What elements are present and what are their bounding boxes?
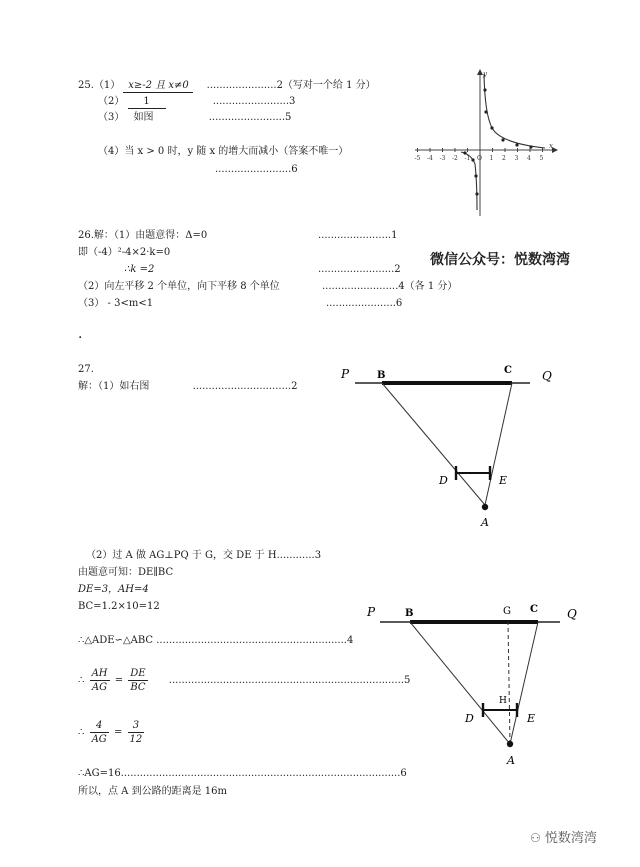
q25-answer-2: 1 bbox=[128, 96, 166, 109]
q26-line5: （3） - 3<m<1 bbox=[78, 298, 154, 309]
q27-line6: ∴△ADE∽△ABC ............................................................4 bbox=[78, 635, 354, 646]
q26-line1: 26.解：（1）由题意得：Δ=0 bbox=[78, 230, 208, 241]
fig2-line-ca bbox=[510, 622, 538, 744]
watermark-bottom: ⚇ 悦数湾湾 bbox=[530, 831, 597, 846]
graph-x-axis-label: x bbox=[549, 142, 553, 150]
q25-line4: （4）当 x > 0 时，y 随 x 的增大而减小（答案不唯一） bbox=[98, 146, 349, 157]
q27-line3: 由题意可知：DE∥BC bbox=[78, 567, 174, 578]
fig2-label-a: A bbox=[507, 754, 515, 767]
fig1-label-q: Q bbox=[542, 369, 552, 383]
q27-line10: 所以，点 A 到公路的距离是 16m bbox=[78, 786, 227, 797]
q26-line3: ∴k =2 bbox=[124, 264, 155, 275]
stray-dot: · bbox=[78, 330, 83, 346]
fig2-label-p: P bbox=[367, 605, 376, 619]
fraction-de-bc: $\frac{DE}{BC}$ bbox=[130, 668, 146, 693]
fig2-label-e: E bbox=[527, 712, 536, 725]
fraction-4-ag: $\frac{4}{AG}$ bbox=[91, 720, 107, 745]
graph-x-tick-label: 5 bbox=[539, 155, 544, 162]
graph-x-tick-label: -3 bbox=[439, 155, 446, 162]
fig1-label-b: B bbox=[377, 370, 386, 381]
q26-line5-dots: ......................6 bbox=[326, 298, 403, 309]
fig1-point-a bbox=[482, 504, 488, 510]
q27-line7: ∴ $\frac{AH}{AG}$ = $\frac{DE}{BC}$ ..........................................................................5 bbox=[78, 668, 411, 693]
q26-line4-dots: ........................4（各 1 分） bbox=[322, 281, 458, 292]
q27-line9: ∴AG=16........................................................................................6 bbox=[78, 768, 407, 779]
fig2-label-q: Q bbox=[567, 607, 577, 621]
fig2-line-ba bbox=[410, 622, 510, 744]
fig1-label-e: E bbox=[499, 474, 508, 487]
graph-points bbox=[463, 88, 532, 195]
q25-line2: （2） 1 ........................3 bbox=[98, 96, 296, 107]
graph-x-tick-label: -5 bbox=[414, 155, 421, 162]
q25-line3: （3） 如图 ........................5 bbox=[98, 112, 292, 123]
graph-curve-positive bbox=[484, 74, 545, 148]
q26-line2: 即（-4）²-4×2·k=0 bbox=[78, 247, 171, 258]
figure-1 bbox=[335, 360, 565, 530]
q27-line1: 解：（1）如右图 ...............................2 bbox=[78, 381, 298, 392]
graph-x-tick-label: O bbox=[477, 155, 482, 162]
fig2-label-g: G bbox=[503, 606, 511, 617]
q26-line4: （2）向左平移 2 个单位，向下平移 8 个单位 bbox=[78, 281, 280, 292]
fig2-line-ag bbox=[508, 622, 510, 744]
graph-x-tick-label: 1 bbox=[489, 155, 494, 162]
fig2-label-b: B bbox=[405, 608, 414, 619]
graph-x-tick-label: 3 bbox=[514, 155, 519, 162]
q25-answer-1: x≥-2 且 x≠0 bbox=[123, 80, 193, 93]
q26-line3-dots: ........................2 bbox=[318, 264, 401, 275]
q27-line5: BC=1.2×10=12 bbox=[78, 601, 160, 612]
figure-2 bbox=[355, 598, 585, 778]
graph-x-tick-label: -4 bbox=[427, 155, 433, 162]
q26-line1-dots: .......................1 bbox=[318, 230, 398, 241]
fig1-label-a: A bbox=[481, 516, 489, 529]
q27-number: 27. bbox=[78, 364, 94, 375]
graph-x-tick-label: -2 bbox=[452, 155, 458, 162]
fraction-3-12: $\frac{3}{12}$ bbox=[129, 720, 143, 745]
watermark-wechat: 微信公众号：悦数湾湾 bbox=[430, 252, 570, 268]
fig1-label-d: D bbox=[439, 474, 448, 487]
graph-x-tick-label: -1 bbox=[464, 155, 471, 162]
q25-line1: 25.（1） x≥-2 且 x≠0 ......................2（写对一个给 1 分） bbox=[78, 80, 376, 91]
q27-line4: DE=3，AH=4 bbox=[78, 584, 149, 595]
fig2-label-h: H bbox=[499, 696, 507, 706]
fraction-ah-ag: $\frac{AH}{AG}$ bbox=[91, 668, 108, 693]
q27-line8: ∴ $\frac{4}{AG}$ = $\frac{3}{12}$ bbox=[78, 720, 143, 745]
wechat-logo-icon: ⚇ bbox=[530, 831, 541, 845]
fig1-line-ba bbox=[382, 383, 485, 505]
fig2-point-a bbox=[507, 741, 513, 747]
graph-x-tick-label: 2 bbox=[502, 155, 506, 162]
reciprocal-graph bbox=[405, 64, 565, 224]
graph-y-axis-label: y bbox=[483, 70, 487, 78]
fig1-label-c: C bbox=[504, 365, 512, 376]
q27-line2: （2）过 A 做 AG⊥PQ 于 G，交 DE 于 H............3 bbox=[86, 550, 322, 561]
fig2-label-c: C bbox=[530, 604, 538, 615]
q25-line5: ........................6 bbox=[215, 164, 298, 175]
fig1-label-p: P bbox=[341, 367, 350, 381]
graph-x-tick-label: 4 bbox=[527, 155, 531, 162]
fig2-label-d: D bbox=[465, 712, 474, 725]
